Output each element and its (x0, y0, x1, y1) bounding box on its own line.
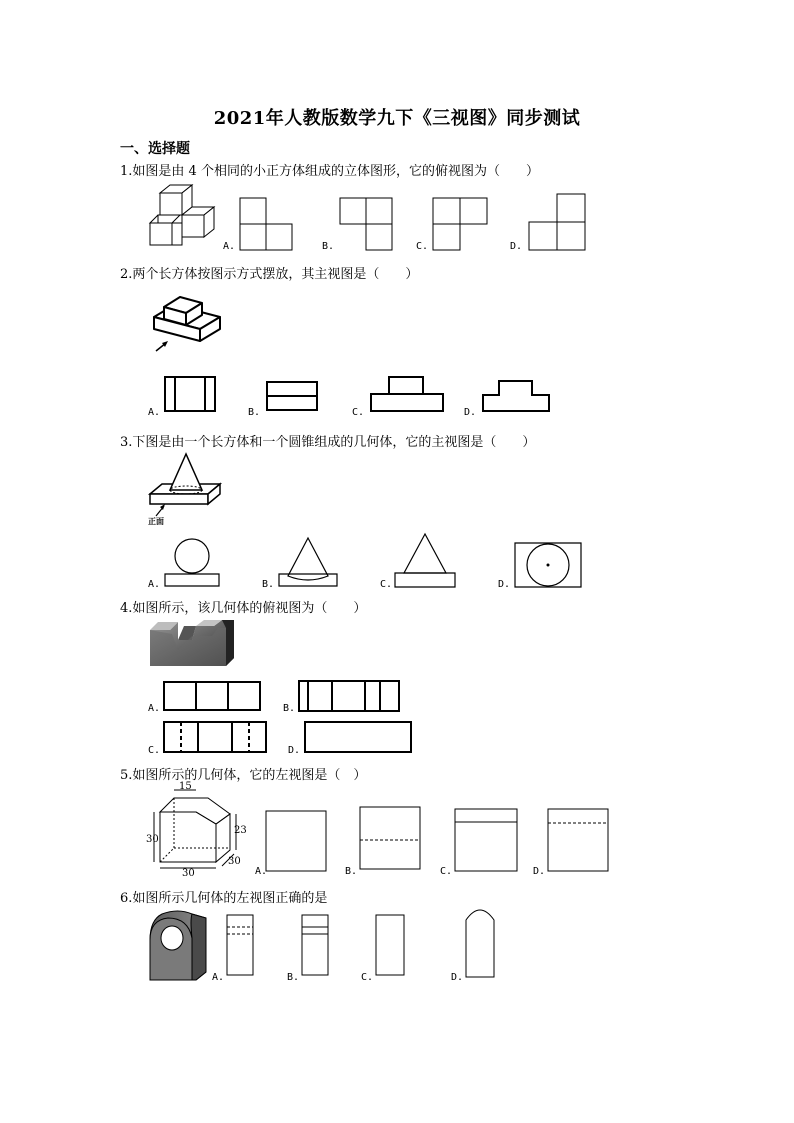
q1-option-a-figure[interactable] (240, 198, 292, 250)
q3-figure-front-label: 正面 (148, 516, 164, 526)
q5-option-c-figure[interactable] (454, 808, 518, 872)
q1-option-a-label: A. (223, 241, 236, 252)
q4-option-d-figure[interactable] (304, 721, 412, 753)
section-heading: 一、选择题 (120, 141, 190, 157)
q4-option-d-label: D. (288, 745, 301, 756)
q1-option-c-figure[interactable] (433, 198, 487, 250)
q6-option-a-figure[interactable] (226, 914, 254, 976)
q1-option-d-figure[interactable] (529, 194, 585, 250)
q4-option-c-label: C. (148, 745, 161, 756)
q2-option-a-label: A. (148, 407, 161, 418)
q5-option-b-label: B. (345, 866, 358, 877)
q6-option-d-figure[interactable] (465, 906, 495, 978)
q1-figure-cubes (150, 185, 220, 250)
q6-option-b-label: B. (287, 972, 300, 983)
q5-dim-23: 23 (234, 825, 247, 836)
q4-option-a-label: A. (148, 703, 161, 714)
q3-option-c-figure[interactable] (394, 532, 456, 588)
question-5-text: 5.如图所示的几何体，它的左视图是（ ） (120, 768, 367, 783)
q1-option-c-label: C. (416, 241, 429, 252)
q6-option-a-label: A. (212, 972, 225, 983)
q2-option-c-figure[interactable] (370, 376, 444, 412)
q5-dim-15: 15 (179, 781, 192, 792)
q4-option-c-figure[interactable] (163, 721, 267, 753)
q5-option-c-label: C. (440, 866, 453, 877)
q2-option-b-figure[interactable] (266, 381, 318, 411)
q2-option-d-label: D. (464, 407, 477, 418)
q3-figure-cone-box (148, 452, 224, 526)
q3-option-b-figure[interactable] (278, 536, 338, 588)
q5-option-d-figure[interactable] (547, 808, 609, 872)
q6-figure-bearing-block (148, 910, 210, 982)
q2-option-d-figure[interactable] (482, 380, 550, 412)
q5-option-b-figure[interactable] (359, 806, 421, 870)
q5-option-a-label: A. (255, 866, 268, 877)
q3-option-a-figure[interactable] (164, 538, 220, 588)
q4-option-a-figure[interactable] (163, 681, 261, 711)
q5-option-a-figure[interactable] (265, 810, 327, 872)
question-4-text: 4.如图所示，该几何体的俯视图为（ ） (120, 601, 367, 616)
q6-option-b-figure[interactable] (301, 914, 329, 976)
question-1-text: 1.如图是由 4 个相同的小正方体组成的立体图形，它的俯视图为（ ） (120, 164, 539, 179)
q1-option-b-label: B. (322, 241, 335, 252)
q5-dim-30-left: 30 (146, 834, 159, 845)
q3-option-b-label: B. (262, 579, 275, 590)
q6-option-c-figure[interactable] (375, 914, 405, 976)
q2-option-a-figure[interactable] (164, 376, 216, 412)
question-2-text: 2.两个长方体按图示方式摆放，其主视图是（ ） (120, 267, 419, 282)
q4-option-b-figure[interactable] (298, 680, 400, 712)
q2-option-b-label: B. (248, 407, 261, 418)
q5-dim-30-bottom: 30 (182, 868, 195, 879)
q2-option-c-label: C. (352, 407, 365, 418)
q5-figure-dimensioned-solid (146, 781, 247, 879)
q6-option-d-label: D. (451, 972, 464, 983)
q3-option-d-label: D. (498, 579, 511, 590)
question-6-text: 6.如图所示几何体的左视图正确的是 (120, 891, 328, 906)
q1-option-d-label: D. (510, 241, 523, 252)
page-title: 2021年人教版数学九下《三视图》同步测试 (213, 108, 581, 129)
question-3-text: 3.下图是由一个长方体和一个圆锥组成的几何体，它的主视图是（ ） (120, 435, 536, 450)
q4-option-b-label: B. (283, 703, 296, 714)
q2-figure-boxes (152, 293, 222, 355)
q3-option-d-figure[interactable] (514, 542, 582, 588)
q6-option-c-label: C. (361, 972, 374, 983)
q5-dim-30-depth: 30 (228, 856, 241, 867)
q3-option-a-label: A. (148, 579, 161, 590)
q3-option-c-label: C. (380, 579, 393, 590)
q1-option-b-figure[interactable] (340, 198, 392, 250)
q4-figure-notched-block (148, 620, 236, 668)
q5-option-d-label: D. (533, 866, 546, 877)
